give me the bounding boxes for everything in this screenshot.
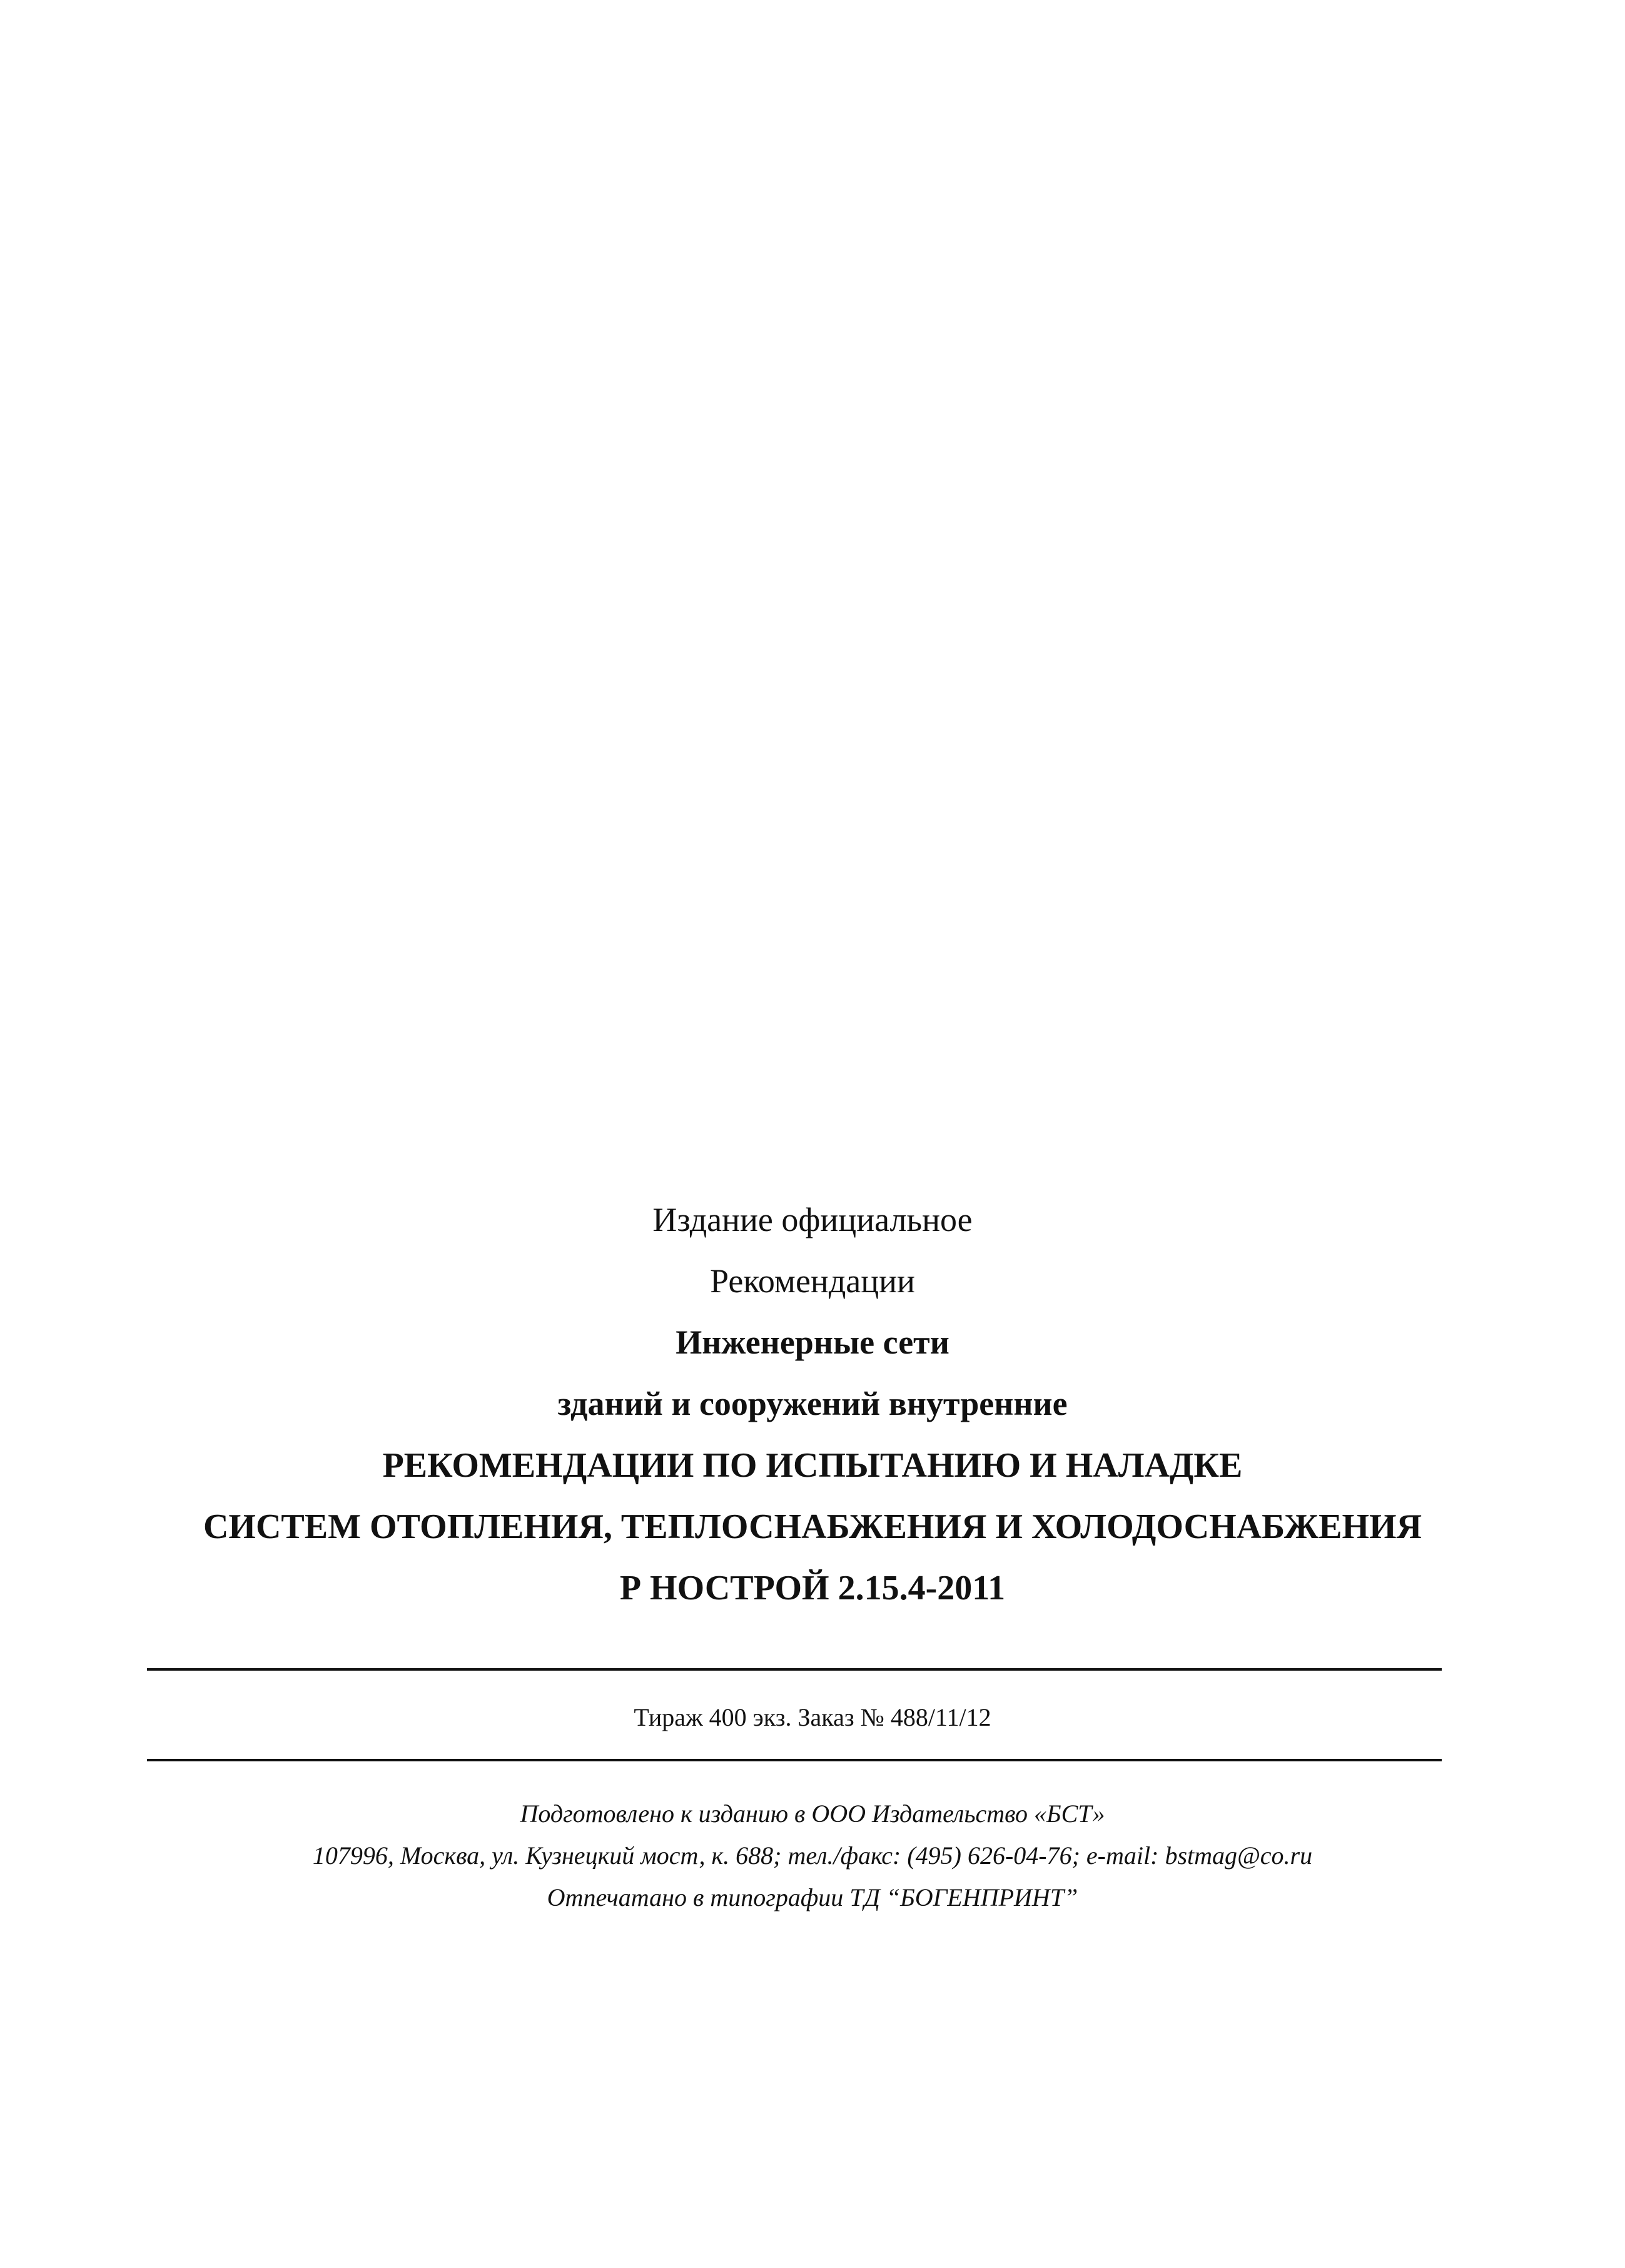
- publisher-address: 107996, Москва, ул. Кузнецкий мост, к. 688; тел./факс: (495) 626-04-76; e-mail: bstmag@co.ru: [312, 1841, 1313, 1870]
- publisher-line: Подготовлено к изданию в ООО Издательство «БСТ»: [520, 1800, 1105, 1828]
- document-designation: Р НОСТРОЙ 2.15.4-2011: [619, 1569, 1006, 1607]
- document-title-line-2: СИСТЕМ ОТОПЛЕНИЯ, ТЕПЛОСНАБЖЕНИЯ И ХОЛОДОСНАБЖЕНИЯ: [203, 1507, 1422, 1546]
- document-type: Рекомендации: [710, 1262, 915, 1300]
- print-run-info: Тираж 400 экз. Заказ № 488/11/12: [634, 1703, 991, 1731]
- bottom-divider: [147, 1759, 1442, 1761]
- series-title-line-1: Инженерные сети: [676, 1324, 949, 1361]
- printer-line: Отпечатано в типографии ТД “БОГЕНПРИНТ”: [547, 1883, 1078, 1911]
- top-divider: [147, 1668, 1442, 1671]
- edition-note: Издание официальное: [652, 1201, 973, 1238]
- document-title-line-1: РЕКОМЕНДАЦИИ ПО ИСПЫТАНИЮ И НАЛАДКЕ: [382, 1446, 1243, 1485]
- series-title-line-2: зданий и сооружений внутренние: [557, 1385, 1068, 1422]
